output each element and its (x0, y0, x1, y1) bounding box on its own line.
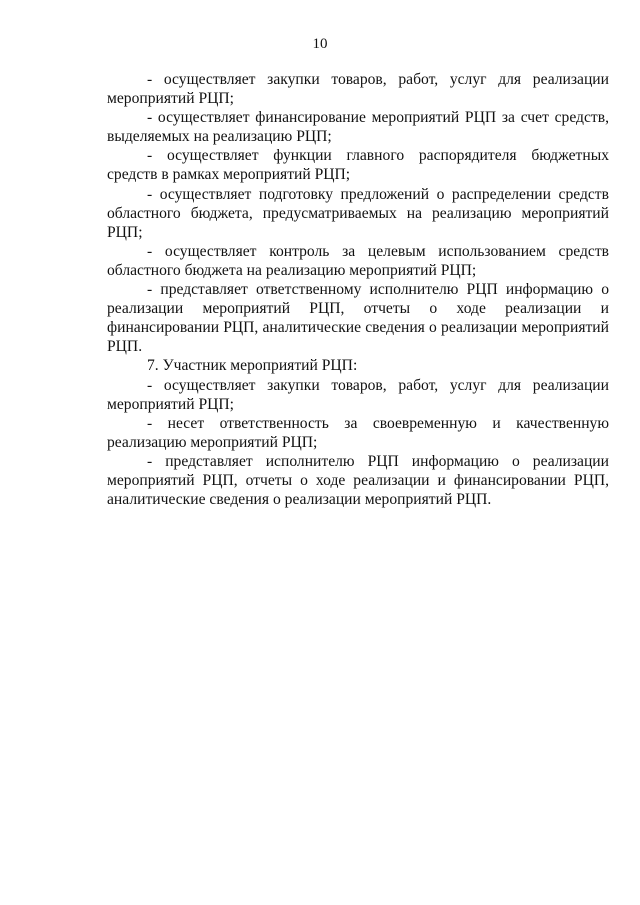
paragraph-1: - осуществляет закупки товаров, работ, услуг для реализации мероприятий РЦП; (107, 71, 609, 108)
document-body (107, 70, 609, 509)
paragraph-5: - осуществляет контроль за целевым использованием средств областного бюджета на реализацию мероприятий РЦП; (107, 242, 609, 279)
paragraph-6: - представляет ответственному исполнителю РЦП информацию о реализации мероприятий РЦП, отчеты о ходе реализации и финансировании РЦП, аналитические сведения о реализации мероприятий РЦП. (107, 281, 609, 356)
paragraph-4: - осуществляет подготовку предложений о распределении средств областного бюджета, предусматриваемых на реализацию мероприятий РЦП; (107, 185, 609, 241)
paragraph-10: - представляет исполнителю РЦП информацию о реализации мероприятий РЦП, отчеты о ходе реализации и финансировании РЦП, аналитические сведения о реализации мероприятий РЦП. (107, 452, 609, 509)
paragraph-9: - несет ответственность за своевременную и качественную реализацию мероприятий РЦП; (107, 414, 609, 451)
page-number: 10 (312, 36, 328, 52)
section-heading-participant: 7. Участник мероприятий РЦП: (147, 357, 358, 375)
paragraph-3: - осуществляет функции главного распорядителя бюджетных средств в рамках мероприятий РЦП; (107, 147, 609, 184)
paragraph-8: - осуществляет закупки товаров, работ, услуг для реализации мероприятий РЦП; (107, 376, 609, 413)
paragraph-2: - осуществляет финансирование мероприятий РЦП за счет средств, выделяемых на реализацию РЦП; (107, 109, 609, 146)
